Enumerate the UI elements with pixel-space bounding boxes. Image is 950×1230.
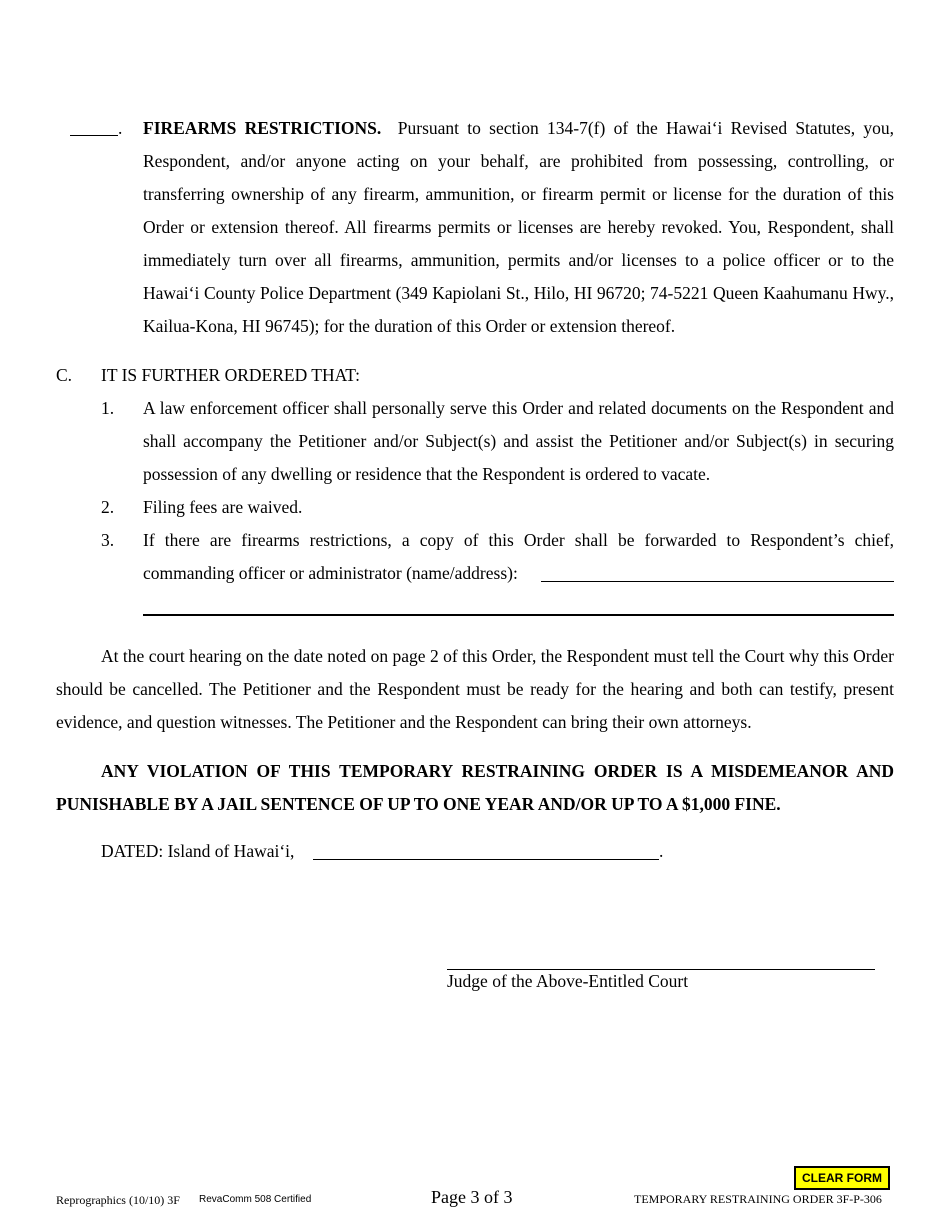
footer-page-number: Page 3 of 3: [431, 1187, 513, 1207]
footer-reprographics: Reprographics (10/10) 3F: [56, 1193, 180, 1207]
footer-form-title: TEMPORARY RESTRAINING ORDER 3F-P-306: [634, 1192, 882, 1206]
section-c-letter: C.: [56, 365, 73, 385]
firearms-body: Pursuant to section 134-7(f) of the Hawai‘i Revised Statutes, you, Respondent, and/or anyone acting on your behalf, are prohibited from possessing, controlling, or transferring ownership of any firearm, ammunition, or firearm permit or license for the duration of this Order or extension thereof. All firearms permits or licenses are hereby revoked. You, Respondent, shall immediately turn over all firearms, ammunition, permits and/or licenses to a police officer or to the Hawai‘i County Police Department (349 Kapiolani St., Hilo, HI 96720; 74-5221 Queen Kaahumanu Hwy., Kailua-Kona, HI 96745); for the duration of this Order or extension thereof.: [143, 118, 895, 336]
chief-name-address-field-line2[interactable]: [143, 614, 894, 616]
item-text: If there are firearms restrictions, a copy of this Order shall be forwarded to Respondent’s chief, commanding officer or administrator (name/address):: [143, 530, 894, 583]
firearms-restrictions-paragraph: [143, 112, 894, 343]
item-text: A law enforcement officer shall personally serve this Order and related documents on the Respondent and shall accompany the Petitioner and/or Subject(s) and assist the Petitioner and/or Subject(s) in securing possession of any dwelling or residence that the Respondent is ordered to vacate.: [143, 398, 894, 484]
dated-suffix: .: [659, 841, 664, 861]
clear-form-button[interactable]: CLEAR FORM: [794, 1166, 890, 1190]
footer-certified: RevaComm 508 Certified: [199, 1194, 312, 1205]
item-number: 1.: [101, 398, 115, 418]
judge-signature-caption: Judge of the Above-Entitled Court: [447, 971, 689, 991]
dated-date-field[interactable]: [313, 859, 659, 860]
firearms-checkbox-blank[interactable]: [70, 135, 118, 136]
item-text: Filing fees are waived.: [143, 497, 303, 517]
hearing-paragraph: At the court hearing on the date noted on page 2 of this Order, the Respondent must tell the Court why this Order should be cancelled. The Petitioner and the Respondent must be ready for the hearing and both can testify, present evidence, and question witnesses. The Petitioner and the Respondent can bring their own attorneys.: [56, 646, 894, 732]
violation-notice: ANY VIOLATION OF THIS TEMPORARY RESTRAINING ORDER IS A MISDEMEANOR AND PUNISHABLE BY A JAIL SENTENCE OF UP TO ONE YEAR AND/OR UP TO A $1,000 FINE.: [56, 761, 894, 814]
item-number: 2.: [101, 497, 115, 517]
section-c-title: IT IS FURTHER ORDERED THAT:: [101, 365, 360, 385]
firearms-heading: FIREARMS RESTRICTIONS.: [143, 118, 382, 138]
firearms-blank-suffix: .: [118, 118, 123, 138]
dated-label: DATED: Island of Hawai‘i,: [101, 841, 295, 861]
item-number: 3.: [101, 530, 115, 550]
chief-name-address-field[interactable]: [541, 581, 894, 582]
